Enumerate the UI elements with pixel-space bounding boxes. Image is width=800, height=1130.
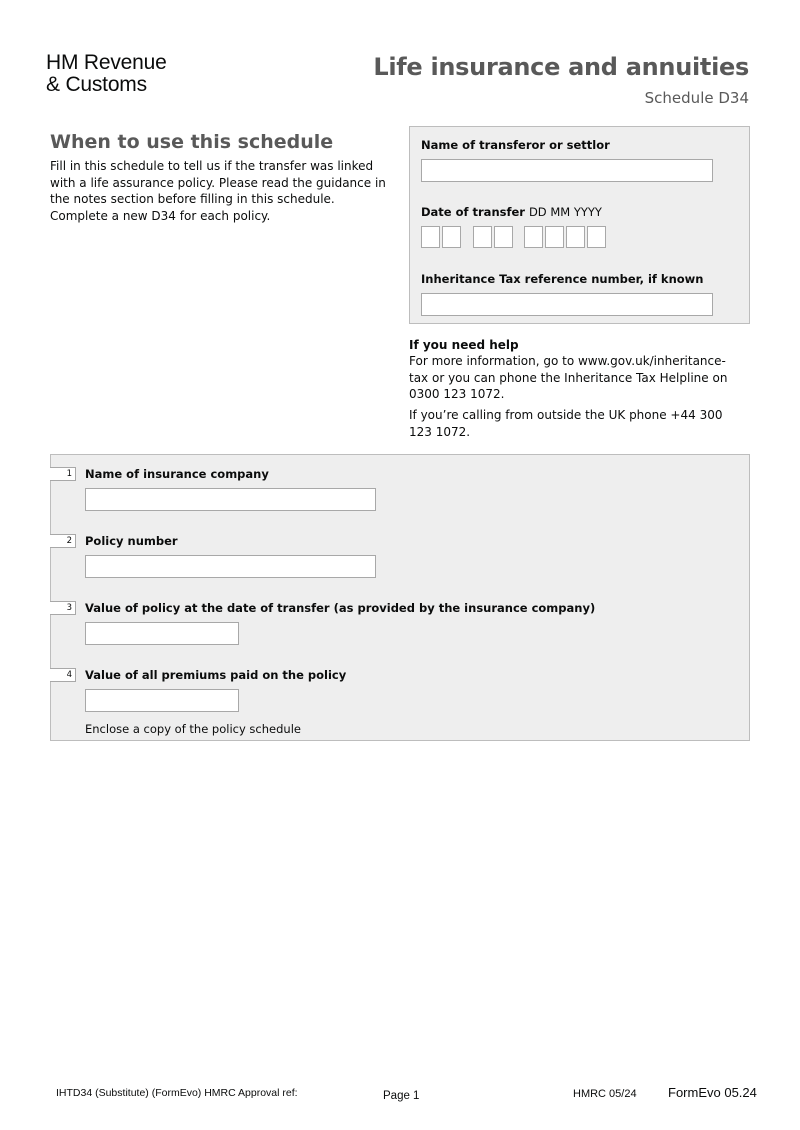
- transferor-label: Name of transferor or settlor: [421, 138, 610, 152]
- iht-reference-label: Inheritance Tax reference number, if known: [421, 272, 704, 286]
- date-year-digit-1[interactable]: [524, 226, 543, 248]
- iht-reference-field[interactable]: [421, 293, 713, 316]
- date-month-digit-1[interactable]: [473, 226, 492, 248]
- date-year-digit-3[interactable]: [566, 226, 585, 248]
- premiums-paid-field[interactable]: [85, 689, 239, 712]
- date-of-transfer-label: [421, 205, 602, 219]
- date-month-digit-2[interactable]: [494, 226, 513, 248]
- transferor-name-field[interactable]: [421, 159, 713, 182]
- footer-page-number: Page 1: [383, 1090, 420, 1102]
- logo-line-2: & Customs: [46, 73, 147, 96]
- question-number-1: 1: [50, 467, 76, 481]
- footer-formevo-version: FormEvo 05.24: [668, 1085, 757, 1100]
- help-heading: If you need help: [409, 338, 519, 352]
- question-label-2: Policy number: [85, 534, 178, 548]
- form-subtitle: Schedule D34: [644, 89, 749, 107]
- footer-hmrc-version: HMRC 05/24: [573, 1088, 637, 1100]
- insurance-company-field[interactable]: [85, 488, 376, 511]
- date-format-hint: DD MM YYYY: [528, 205, 602, 219]
- footer-form-reference: IHTD34 (Substitute) (FormEvo) HMRC Approval ref:: [56, 1087, 298, 1099]
- form-title: Life insurance and annuities: [373, 53, 749, 81]
- date-day-digit-1[interactable]: [421, 226, 440, 248]
- date-year-digit-4[interactable]: [587, 226, 606, 248]
- date-label-text: Date of transfer: [421, 205, 525, 219]
- date-year-digit-2[interactable]: [545, 226, 564, 248]
- question-label-1: Name of insurance company: [85, 467, 269, 481]
- intro-heading: When to use this schedule: [50, 131, 334, 153]
- intro-text: Fill in this schedule to tell us if the transfer was linked with a life assurance policy. Please read the guidance in the notes section before filling in this schedule. Complete a new D34 for each policy.: [50, 159, 386, 223]
- policy-value-field[interactable]: [85, 622, 239, 645]
- question-number-4: 4: [50, 668, 76, 682]
- question-label-3: Value of policy at the date of transfer (as provided by the insurance company): [85, 601, 596, 615]
- policy-number-field[interactable]: [85, 555, 376, 578]
- logo-line-1: HM Revenue: [46, 51, 167, 74]
- help-text: For more information, go to www.gov.uk/inheritance-tax or you can phone the Inheritance Tax Helpline on 0300 123 1072.: [409, 354, 728, 401]
- help-text-overseas: If you’re calling from outside the UK phone +44 300 123 1072.: [409, 408, 723, 439]
- enclose-note: Enclose a copy of the policy schedule: [85, 722, 301, 736]
- question-number-2: 2: [50, 534, 76, 548]
- question-number-3: 3: [50, 601, 76, 615]
- date-day-digit-2[interactable]: [442, 226, 461, 248]
- hmrc-logo: [46, 52, 167, 96]
- question-label-4: Value of all premiums paid on the policy: [85, 668, 347, 682]
